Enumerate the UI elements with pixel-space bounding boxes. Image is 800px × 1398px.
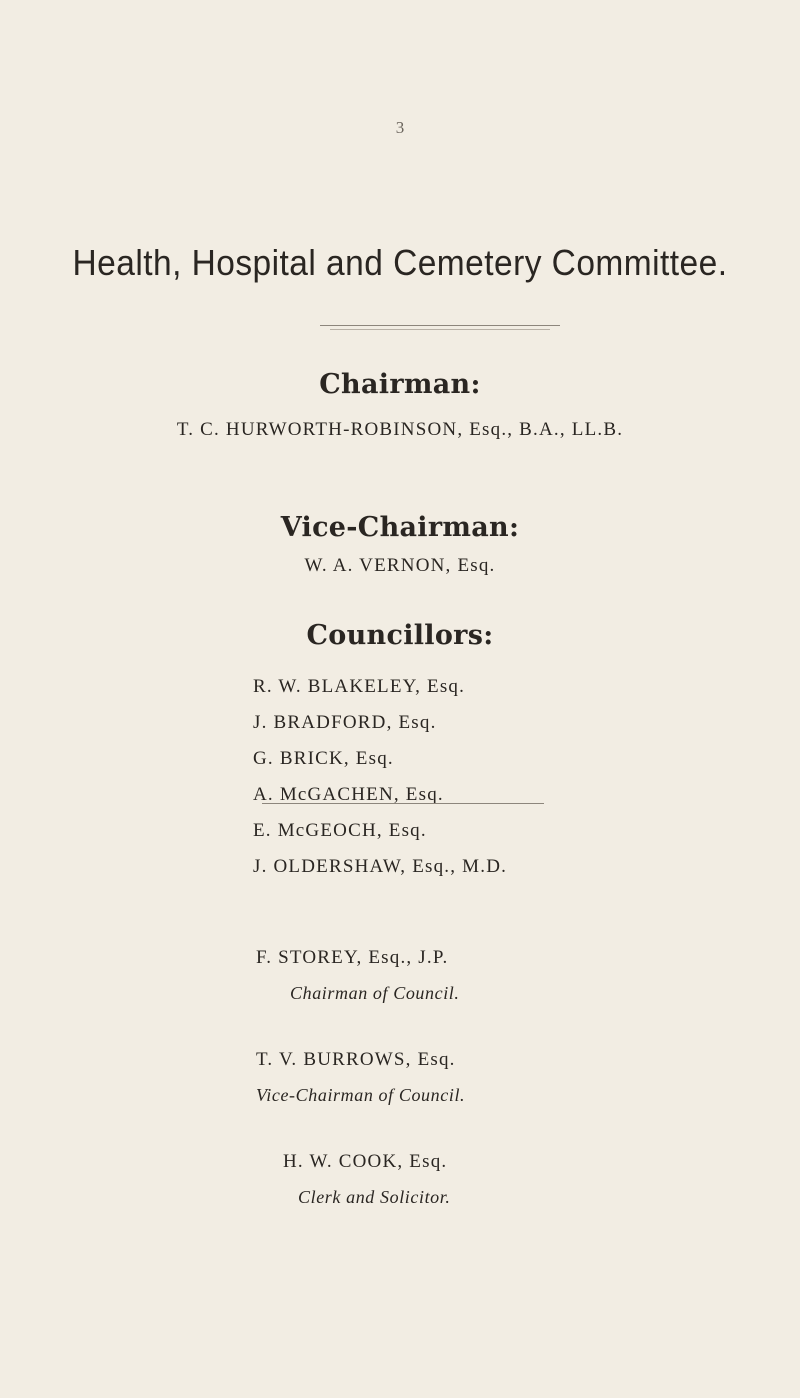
officer-role: Chairman of Council. (290, 983, 460, 1003)
councillor-item: R. W. BLAKELEY, Esq. (253, 676, 466, 697)
councillor-item: J. BRADFORD, Esq. (253, 712, 437, 733)
top-divider (320, 325, 560, 326)
chairman-name: T. C. HURWORTH-ROBINSON, Esq., B.A., LL.B. (176, 419, 624, 440)
councillor-item: J. OLDERSHAW, Esq., M.D. (253, 856, 508, 877)
councillors-heading: Councillors: (306, 620, 494, 651)
officer-name: F. STOREY, Esq., J.P. (256, 947, 449, 968)
middle-divider (262, 803, 544, 804)
officer-name: H. W. COOK, Esq. (283, 1151, 448, 1172)
councillor-item: A. McGACHEN, Esq. (253, 784, 444, 805)
councillor-item: E. McGEOCH, Esq. (253, 820, 427, 841)
councillor-item: G. BRICK, Esq. (253, 748, 394, 769)
officer-role: Clerk and Solicitor. (298, 1187, 451, 1207)
officer-name: T. V. BURROWS, Esq. (256, 1049, 456, 1070)
top-divider-secondary (330, 329, 550, 330)
officer-role: Vice-Chairman of Council. (256, 1085, 466, 1105)
vice-chairman-heading: Vice-Chairman: (280, 512, 520, 543)
page-number: 3 (395, 118, 405, 137)
committee-title: Health, Hospital and Cemetery Committee. (72, 242, 728, 283)
vice-chairman-name: W. A. VERNON, Esq. (304, 555, 496, 576)
chairman-heading: Chairman: (319, 369, 481, 400)
